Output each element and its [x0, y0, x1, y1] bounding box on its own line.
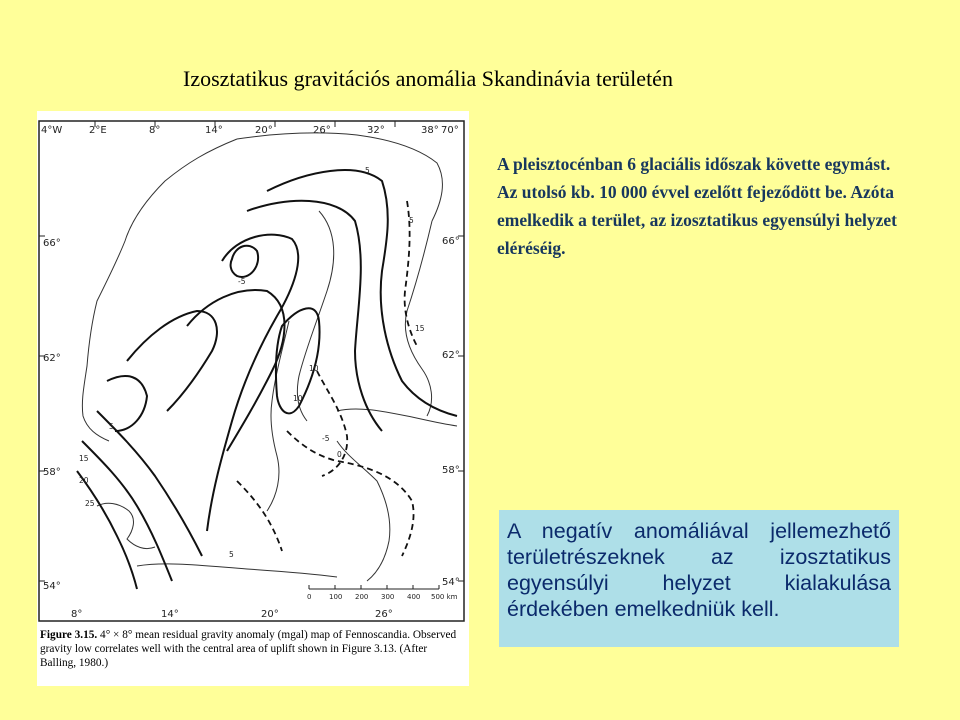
scale-label: 400 — [407, 593, 421, 601]
figure-caption — [40, 628, 464, 670]
fennoscandia-map — [37, 111, 469, 626]
coastline-norway — [82, 139, 237, 441]
contour-label: 10 — [293, 394, 303, 403]
contour-line — [207, 235, 298, 531]
contour-label: 5 — [229, 550, 234, 559]
contour-label: 15 — [79, 454, 89, 463]
scale-label: 200 — [355, 593, 369, 601]
contour-label: -5 — [238, 277, 246, 286]
degree-label: 32° — [367, 125, 385, 136]
degree-label: 20° — [261, 609, 279, 620]
contour-line — [267, 170, 457, 416]
latitude-label: 66° — [442, 236, 460, 247]
contour-label: 15 — [415, 324, 425, 333]
contour-line — [127, 311, 217, 411]
contour-label: 5 — [109, 422, 114, 431]
latitude-label: 62° — [43, 353, 61, 364]
degree-label: 8° — [149, 125, 161, 136]
glaciation-note: A pleisztocénban 6 glaciális időszak követte egymást. Az utolsó kb. 10 000 évvel ezelőtt fejeződött be. Azóta emelkedik a terület, az izosztatikus egyensúlyi helyzet eléréséig. — [497, 154, 898, 258]
gravity-anomaly-figure — [37, 111, 469, 686]
scale-bar — [309, 585, 439, 589]
degree-label: 2°E — [89, 125, 107, 136]
contour-label: 5 — [409, 216, 414, 225]
highlight-box — [499, 510, 899, 647]
latitude-label: 54° — [43, 581, 61, 592]
contour-line — [97, 411, 202, 556]
figure-caption-text: 4° × 8° mean residual gravity anomaly (mgal) map of Fennoscandia. Observed gravity low correlates well with the central area of uplift shown in Figure 3.13. (After Balling, 1980.) — [40, 629, 457, 669]
contour-label: 10 — [309, 364, 319, 373]
degree-label: 38° — [421, 125, 439, 136]
coastline-finland — [405, 221, 432, 416]
degree-label: 4°W — [41, 125, 63, 136]
slide-title: Izosztatikus gravitációs anomália Skandinávia területén — [183, 66, 673, 91]
contour-line — [231, 246, 259, 277]
dashed-contour — [237, 481, 282, 551]
contour-label: 0 — [337, 450, 342, 459]
latitude-label: 54° — [442, 577, 460, 588]
dashed-contour — [287, 431, 414, 556]
contour-label: 25 — [85, 499, 95, 508]
coastline-denmark — [97, 503, 155, 548]
contour-label: 20 — [79, 476, 89, 485]
contour-line — [187, 290, 285, 451]
latitude-label: 66° — [43, 238, 61, 249]
scale-label: 100 — [329, 593, 343, 601]
coastline-bothnia — [297, 211, 333, 421]
scale-label: 500 km — [431, 593, 458, 601]
highlight-box-text: A negatív anomáliával jellemezhető területrészeknek az izosztatikus egyensúlyi helyzet kialakulása érdekében emelkedniük kell. — [507, 519, 891, 621]
latitude-label: 62° — [442, 350, 460, 361]
coastline-finnish-gulf — [337, 409, 457, 426]
contour-line — [77, 471, 137, 589]
figure-label: Figure 3.15. — [40, 629, 98, 641]
degree-label: 70° — [441, 125, 459, 136]
degree-label: 26° — [375, 609, 393, 620]
scale-label: 0 — [307, 593, 312, 601]
degree-label: 14° — [205, 125, 223, 136]
scale-label: 300 — [381, 593, 395, 601]
contour-label: -5 — [322, 434, 330, 443]
latitude-label: 58° — [442, 465, 460, 476]
degree-label: 26° — [313, 125, 331, 136]
degree-label: 20° — [255, 125, 273, 136]
latitude-label: 58° — [43, 467, 61, 478]
contour-label: 5 — [365, 166, 370, 175]
degree-label: 8° — [71, 609, 83, 620]
coastline-baltic — [337, 441, 390, 581]
degree-label: 14° — [161, 609, 179, 620]
